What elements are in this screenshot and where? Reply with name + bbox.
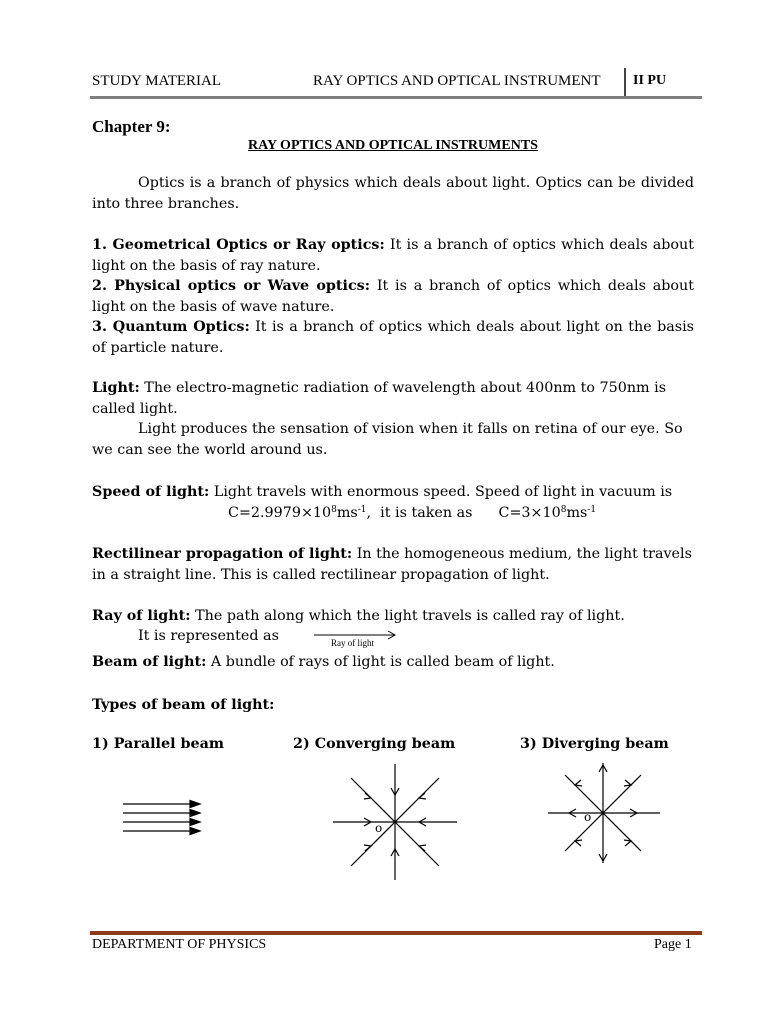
branch-item-geometrical xyxy=(92,235,694,276)
light-definition xyxy=(92,378,694,419)
beam-text: A bundle of rays of light is called beam of light. xyxy=(206,654,555,670)
branch-item-quantum xyxy=(92,317,694,358)
converging-beam-label: 2) Converging beam xyxy=(293,736,456,752)
speed-formula xyxy=(228,503,698,524)
beam-definition xyxy=(92,652,694,673)
header-left: STUDY MATERIAL xyxy=(92,73,222,89)
header-right: II PU xyxy=(633,73,667,88)
speed-value-exact: C=2.9979×10 xyxy=(228,505,332,521)
ray-represented-text: It is represented as xyxy=(138,628,279,644)
branch-term: 2. Physical optics or Wave optics: xyxy=(92,278,370,295)
ray-term: Ray of light: xyxy=(92,608,191,624)
speed-unit: ms xyxy=(566,505,588,521)
converging-beam-diagram xyxy=(325,758,465,888)
branch-item-physical xyxy=(92,276,694,317)
beam-types-heading: Types of beam of light: xyxy=(92,697,275,713)
speed-unit-exp: -1 xyxy=(357,505,367,515)
footer-rule xyxy=(90,931,702,935)
speed-mid-text: , it is taken as xyxy=(366,505,473,521)
speed-unit-exp: -1 xyxy=(587,505,597,515)
speed-exp: 8 xyxy=(331,505,337,515)
beam-term: Beam of light: xyxy=(92,654,207,670)
page-number: Page 1 xyxy=(654,937,692,952)
ray-text: The path along which the light travels is called ray of light. xyxy=(190,608,625,624)
header-center: RAY OPTICS AND OPTICAL INSTRUMENT xyxy=(313,73,601,89)
branch-text: It is a branch of optics which deals about light on the basis of particle nature. xyxy=(92,319,694,356)
header-rule xyxy=(90,96,702,99)
rectilinear-text: In the homogeneous medium, the light travels in a straight line. This is called rectilinear propagation of light. xyxy=(92,546,692,583)
parallel-beam-diagram xyxy=(118,798,208,843)
branch-text: It is a branch of optics which deals about light on the basis of ray nature. xyxy=(92,237,694,274)
branch-term: 3. Quantum Optics: xyxy=(92,319,250,336)
footer-left: DEPARTMENT OF PHYSICS xyxy=(92,937,267,952)
branch-list xyxy=(92,235,694,359)
light-vision-paragraph: Light produces the sensation of vision when it falls on retina of our eye. So we can see the world around us. xyxy=(92,421,683,458)
converging-center-label: o xyxy=(375,821,383,835)
light-text: The electro-magnetic radiation of wavelength about 400nm to 750nm is called light. xyxy=(92,380,667,417)
parallel-beam-label: 1) Parallel beam xyxy=(92,736,224,752)
speed-text: Light travels with enormous speed. Speed of light in vacuum is xyxy=(209,484,673,500)
page-title: RAY OPTICS AND OPTICAL INSTRUMENTS xyxy=(248,138,538,153)
branch-term: 1. Geometrical Optics or Ray optics: xyxy=(92,237,385,253)
ray-definition xyxy=(92,606,694,627)
rectilinear-definition xyxy=(92,544,694,585)
diverging-beam-label: 3) Diverging beam xyxy=(520,736,669,752)
diverging-center-label: o xyxy=(584,810,592,824)
header-separator xyxy=(624,68,626,98)
speed-definition xyxy=(92,482,694,503)
ray-arrow-label: Ray of light xyxy=(331,638,374,648)
speed-term: Speed of light: xyxy=(92,484,210,500)
speed-unit: ms xyxy=(336,505,358,521)
speed-value-approx: C=3×10 xyxy=(498,505,561,521)
branch-text: It is a branch of optics which deals about light on the basis of wave nature. xyxy=(92,278,694,315)
chapter-label: Chapter 9: xyxy=(92,117,171,136)
intro-paragraph: Optics is a branch of physics which deals about light. Optics can be divided into three branches. xyxy=(92,175,694,212)
diverging-beam-diagram xyxy=(540,755,670,875)
rectilinear-term: Rectilinear propagation of light: xyxy=(92,546,353,562)
speed-exp: 8 xyxy=(560,505,567,515)
light-term: Light: xyxy=(92,380,140,396)
